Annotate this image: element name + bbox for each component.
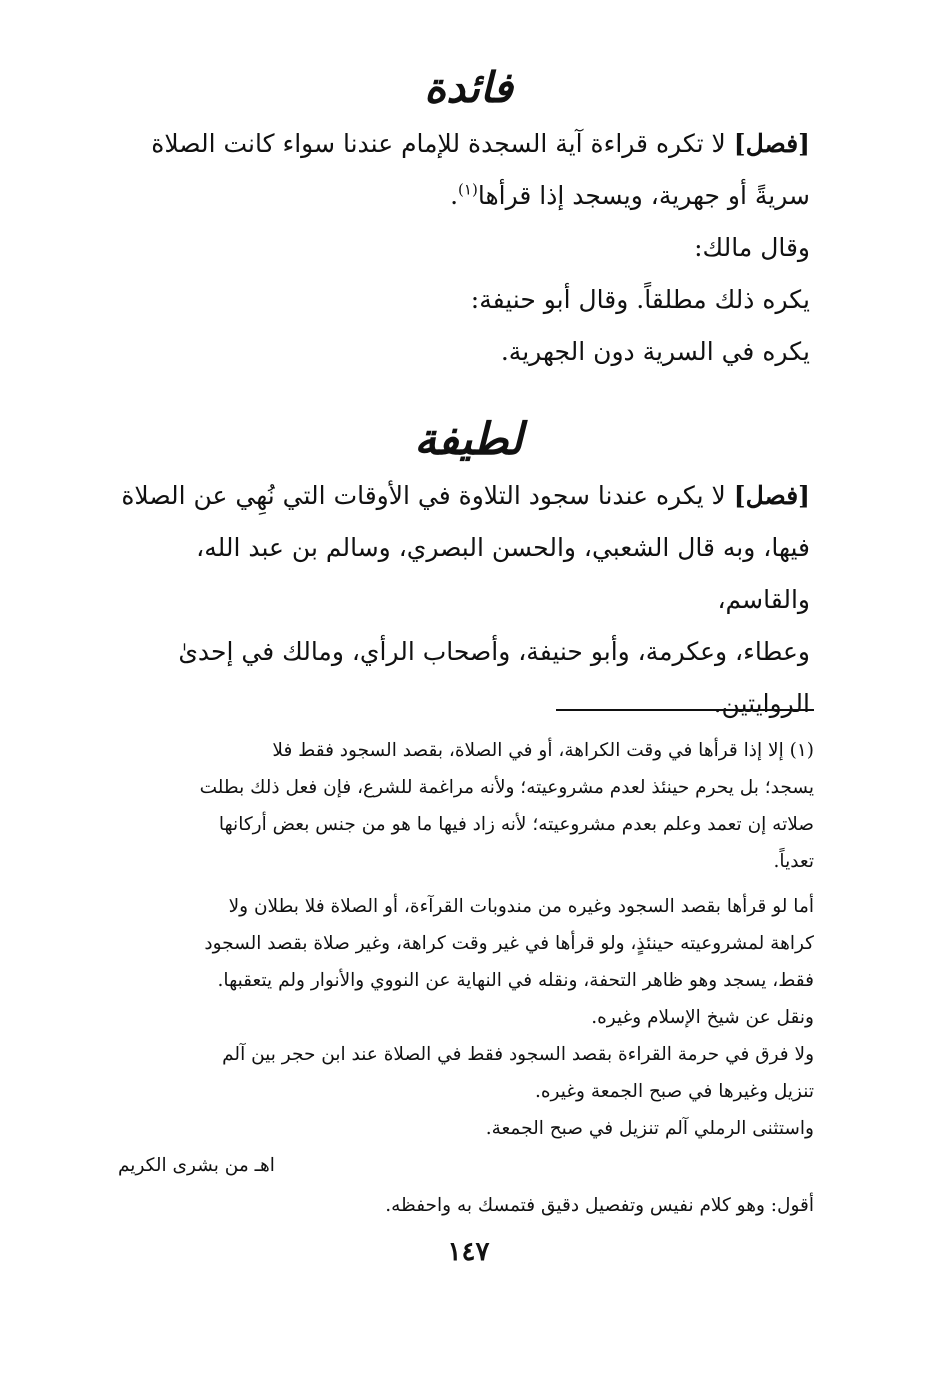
source-citation: اهـ من بشرى الكريم — [118, 1155, 275, 1176]
text-line: فيها، وبه قال الشعبي، والحسن البصري، وسالم بن عبد الله، والقاسم، — [196, 533, 810, 614]
fasl-tag: [فصل] — [733, 129, 810, 158]
footnote-line: يسجد؛ بل يحرم حينئذ لعدم مشروعيته؛ ولأنه مراغمة للشرع، فإن فعل ذلك بطلت — [199, 777, 814, 798]
section-latifa-text — [120, 470, 810, 730]
text-line: يكره في السرية دون الجهرية. — [500, 337, 810, 366]
text-line: الروايتين. — [713, 689, 810, 718]
text-line: [فصل] لا يكره عندنا سجود التلاوة في الأوقات التي نُهِي عن الصلاة — [121, 481, 810, 510]
footnote-ref: (١) — [458, 180, 478, 199]
text-line: وعطاء، وعكرمة، وأبو حنيفة، وأصحاب الرأي، ومالك في إحدىٰ — [178, 637, 810, 666]
footnote-line: تعدياً. — [773, 851, 814, 872]
footnote-line: (١) إلا إذا قرأها في وقت الكراهة، أو في الصلاة، بقصد السجود فقط فلا — [272, 740, 814, 761]
footnote-line: واستثنى الرملي آلم تنزيل في صبح الجمعة. — [485, 1118, 814, 1139]
footnote-line: أقول: وهو كلام نفيس وتفصيل دقيق فتمسك به واحفظه. — [385, 1195, 814, 1216]
text-line: سريةً أو جهرية، ويسجد إذا قرأها$^{(١)}$. — [450, 180, 810, 210]
section-faida-text — [120, 118, 810, 378]
footnote-separator — [556, 709, 814, 711]
heading-latifa: لطيفة — [414, 414, 523, 465]
text-line: [فصل] لا تكره قراءة آية السجدة للإمام عندنا سواء كانت الصلاة — [151, 129, 810, 158]
footnote-line: ولا فرق في حرمة القراءة بقصد السجود فقط في الصلاة عند ابن حجر بين آلم — [222, 1044, 814, 1065]
footnote-line: كراهة لمشروعيته حينئذٍ، ولو قرأها في غير وقت كراهة، وغير صلاة بقصد السجود — [204, 933, 814, 954]
footnotes — [118, 732, 814, 1224]
footnote-line: فقط، يسجد وهو ظاهر التحفة، ونقله في النهاية عن النووي والأنوار ولم يتعقبها. — [217, 970, 814, 991]
text-line: وقال مالك: — [694, 233, 810, 262]
footnote-line: ونقل عن شيخ الإسلام وغيره. — [591, 1007, 814, 1028]
heading-faida: فائدة — [424, 63, 513, 112]
text-line: يكره ذلك مطلقاً. وقال أبو حنيفة: — [470, 285, 810, 314]
footnote-line: أما لو قرأها بقصد السجود وغيره من مندوبات القرآءة، أو الصلاة فلا بطلان ولا — [228, 896, 814, 917]
fasl-tag: [فصل] — [733, 481, 810, 510]
footnote-line: تنزيل وغيرها في صبح الجمعة وغيره. — [534, 1081, 814, 1102]
footnote-source — [118, 1147, 814, 1187]
page-number: ١٤٧ — [447, 1237, 490, 1267]
footnote-line: صلاته إن تعمد وعلم بعدم مشروعيته؛ لأنه زاد فيها ما هو من جنس بعض أركانها — [218, 814, 814, 835]
